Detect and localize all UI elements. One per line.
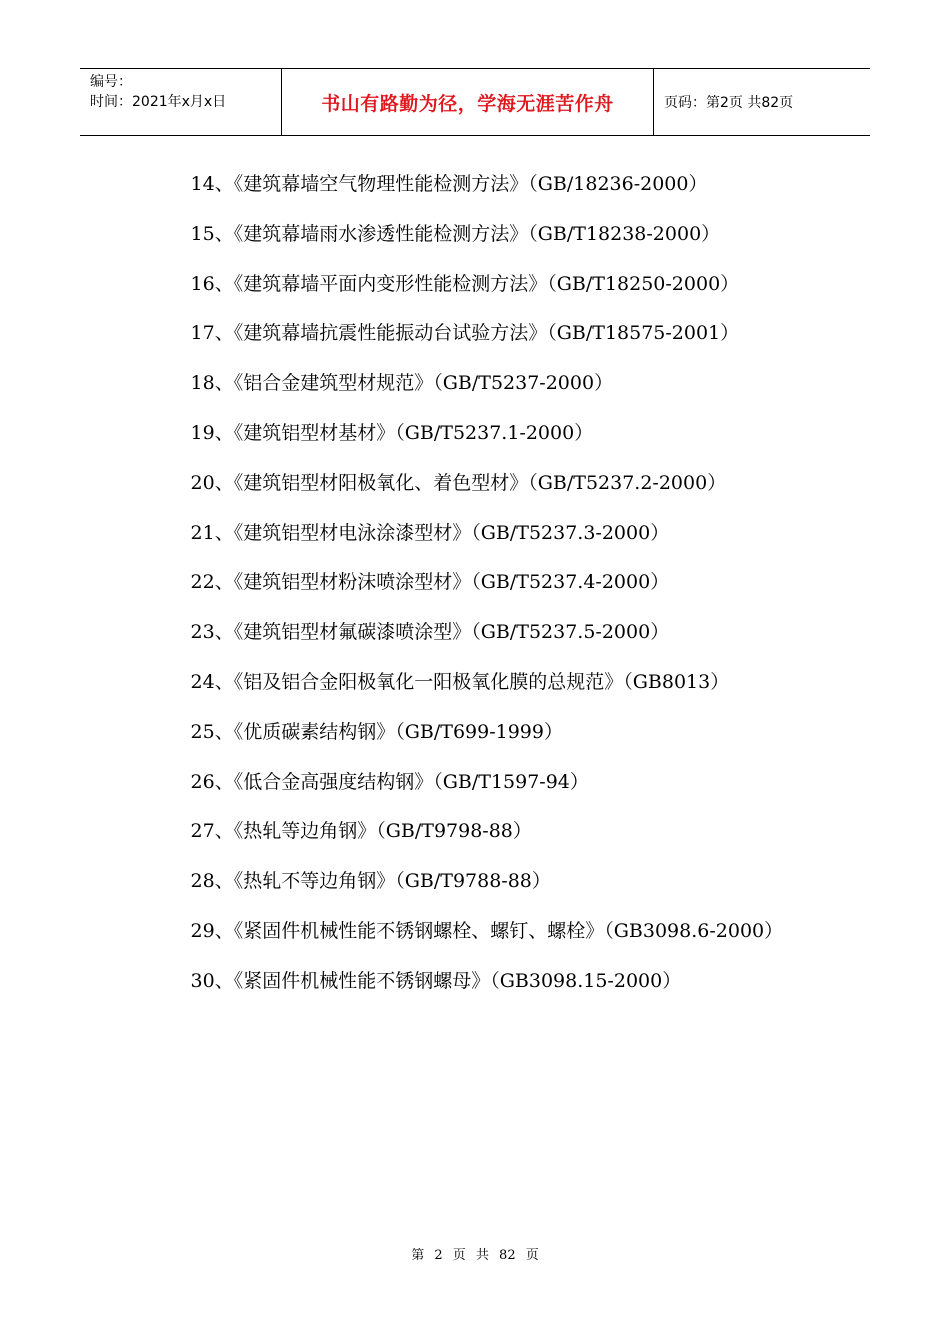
- list-item: 17、《建筑幕墙抗震性能振动台试验方法》（GB/T18575-2001）: [190, 322, 740, 345]
- list-item: 27、《热轧等边角钢》（GB/T9798-88）: [190, 820, 532, 843]
- list-item: 26、《低合金高强度结构钢》（GB/T1597-94）: [190, 770, 589, 793]
- list-item: 30、《紧固件机械性能不锈钢螺母》（GB3098.15-2000）: [190, 969, 682, 992]
- document-date-label: 时间：2021年x月x日: [90, 94, 227, 110]
- header-page-cell: [654, 69, 870, 135]
- header-motto-cell: [282, 69, 654, 135]
- document-number-label: 编号：: [90, 74, 132, 90]
- list-item: 14、《建筑幕墙空气物理性能检测方法》（GB/18236-2000）: [190, 173, 708, 195]
- list-item: 23、《建筑铝型材氟碳漆喷涂型》（GB/T5237.5-2000）: [190, 621, 670, 644]
- list-item: 20、《建筑铝型材阳极氧化、着色型材》（GB/T5237.2-2000）: [190, 471, 727, 494]
- header-motto: 书山有路勤为径，学海无涯苦作舟: [321, 92, 614, 115]
- header-meta-cell: [80, 69, 282, 135]
- list-item: 19、《建筑铝型材基材》（GB/T5237.1-2000）: [190, 421, 594, 444]
- list-item: 28、《热轧不等边角钢》（GB/T9788-88）: [190, 870, 551, 893]
- list-item: 22、《建筑铝型材粉沫喷涂型材》（GB/T5237.4-2000）: [190, 571, 670, 594]
- list-item: 16、《建筑幕墙平面内变形性能检测方法》（GB/T18250-2000）: [190, 272, 740, 295]
- list-item: 25、《优质碳素结构钢》（GB/T699-1999）: [190, 720, 563, 743]
- list-item: 21、《建筑铝型材电泳涂漆型材》（GB/T5237.3-2000）: [190, 521, 670, 544]
- standards-list: [144, 160, 809, 1007]
- page-footer: 第 2 页 共 82 页: [411, 1248, 539, 1263]
- header-page-label: 页码：第2页 共82页: [664, 95, 794, 111]
- list-item: 15、《建筑幕墙雨水渗透性能检测方法》（GB/T18238-2000）: [190, 222, 721, 245]
- list-item: 24、《铝及铝合金阳极氧化一阳极氧化膜的总规范》（GB8013）: [190, 670, 730, 693]
- list-item: 18、《铝合金建筑型材规范》（GB/T5237-2000）: [190, 372, 614, 395]
- list-item: 29、《紧固件机械性能不锈钢螺栓、螺钉、螺栓》（GB3098.6-2000）: [190, 919, 784, 942]
- page-header: [80, 68, 870, 136]
